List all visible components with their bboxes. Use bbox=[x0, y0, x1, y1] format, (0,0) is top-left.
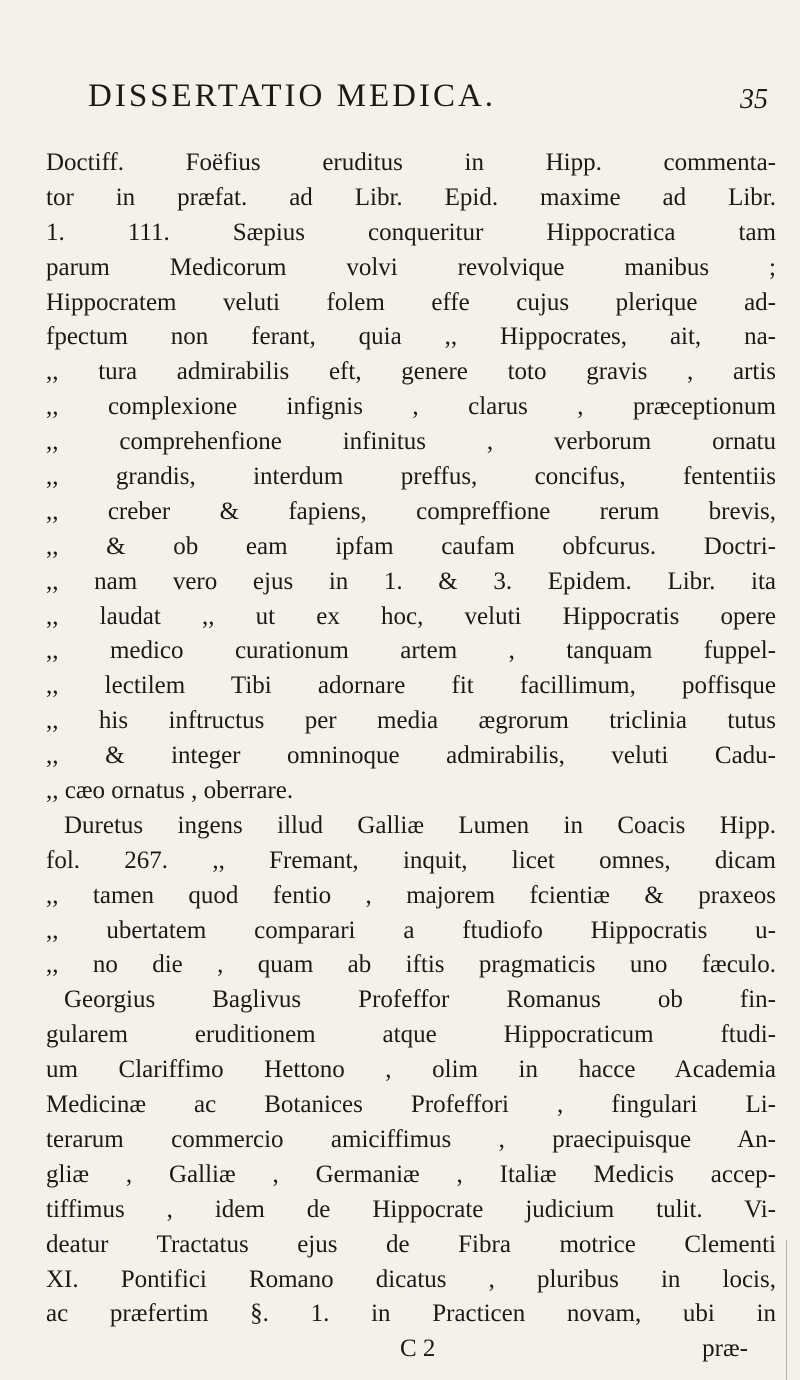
margin-rule bbox=[786, 1240, 787, 1380]
text-line: ,, his inftructus per media ægrorum triclinia tutus bbox=[46, 707, 776, 735]
text-line: ,, nam vero ejus in 1. & 3. Epidem. Libr. ita bbox=[46, 567, 776, 595]
text-line: ,, no die , quam ab iftis pragmaticis uno fæculo. bbox=[46, 951, 776, 979]
text-line: ,, grandis, interdum preffus, concifus, fententiis bbox=[46, 463, 776, 491]
page-number: 35 bbox=[740, 84, 768, 115]
text-line: ,, medico curationum artem , tanquam fuppel- bbox=[46, 637, 776, 665]
text-line: Duretus ingens illud Galliæ Lumen in Coacis Hipp. bbox=[64, 811, 776, 839]
text-line: Medicinæ ac Botanices Profeffori , fingulari Li- bbox=[46, 1091, 776, 1119]
page-footer bbox=[46, 1332, 776, 1367]
text-line: ,, ubertatem comparari a ftudiofo Hippocratis u- bbox=[46, 916, 776, 944]
text-line: deatur Tractatus ejus de Fibra motrice Clementi bbox=[46, 1230, 776, 1258]
text-line: ,, & integer omninoque admirabilis, veluti Cadu- bbox=[46, 742, 776, 770]
text-line: gularem eruditionem atque Hippocraticum ftudi- bbox=[46, 1021, 776, 1049]
text-line: um Clariffimo Hettono , olim in hacce Academia bbox=[46, 1056, 776, 1084]
text-line: ,, tura admirabilis eft, genere toto gravis , artis bbox=[46, 358, 776, 386]
text-line: Doctiff. Foëfius eruditus in Hipp. commenta- bbox=[46, 149, 776, 176]
text-line: fol. 267. ,, Fremant, inquit, licet omnes, dicam bbox=[46, 846, 776, 874]
text-line: ,, tamen quod fentio , majorem fcientiæ & praxeos bbox=[46, 881, 776, 909]
text-line: ,, complexione infignis , clarus , præceptionum bbox=[46, 393, 776, 421]
text-line: ,, cæo ornatus , oberrare. bbox=[46, 777, 294, 805]
text-line: Georgius Baglivus Profeffor Romanus ob fin- bbox=[64, 986, 776, 1014]
text-line: tor in præfat. ad Libr. Epid. maxime ad Libr. bbox=[46, 183, 776, 211]
text-line: gliæ , Galliæ , Germaniæ , Italiæ Medicis accep- bbox=[46, 1160, 776, 1188]
text-line: tiffimus , idem de Hippocrate judicium tulit. Vi- bbox=[46, 1195, 776, 1223]
text-line: ,, lectilem Tibi adornare fit facillimum, poffisque bbox=[46, 672, 776, 700]
running-title: DISSERTATIO MEDICA. bbox=[88, 78, 497, 114]
text-line: XI. Pontifici Romano dicatus , pluribus in locis, bbox=[46, 1265, 776, 1293]
body-text bbox=[46, 146, 776, 1367]
text-line: ,, comprehenfione infinitus , verborum ornatu bbox=[46, 428, 776, 456]
running-head bbox=[88, 78, 778, 122]
text-line: 1. 111. Sæpius conqueritur Hippocratica tam bbox=[46, 218, 776, 246]
text-line: ,, & ob eam ipfam caufam obfcurus. Doctri- bbox=[46, 532, 776, 560]
text-line: parum Medicorum volvi revolvique manibus ; bbox=[46, 253, 776, 281]
text-line: ,, creber & fapiens, compreffione rerum brevis, bbox=[46, 497, 776, 525]
text-line: fpectum non ferant, quia ,, Hippocrates, ait, na- bbox=[46, 323, 776, 351]
text-line: ac præfertim §. 1. in Practicen novam, ubi in bbox=[46, 1300, 776, 1328]
text-line: terarum commercio amiciffimus , praecipuisque An- bbox=[46, 1125, 776, 1153]
catchword: præ- bbox=[702, 1335, 748, 1363]
text-line: Hippocratem veluti folem effe cujus plerique ad- bbox=[46, 288, 776, 316]
text-line: ,, laudat ,, ut ex hoc, veluti Hippocratis opere bbox=[46, 602, 776, 630]
signature-mark: C 2 bbox=[400, 1335, 436, 1363]
